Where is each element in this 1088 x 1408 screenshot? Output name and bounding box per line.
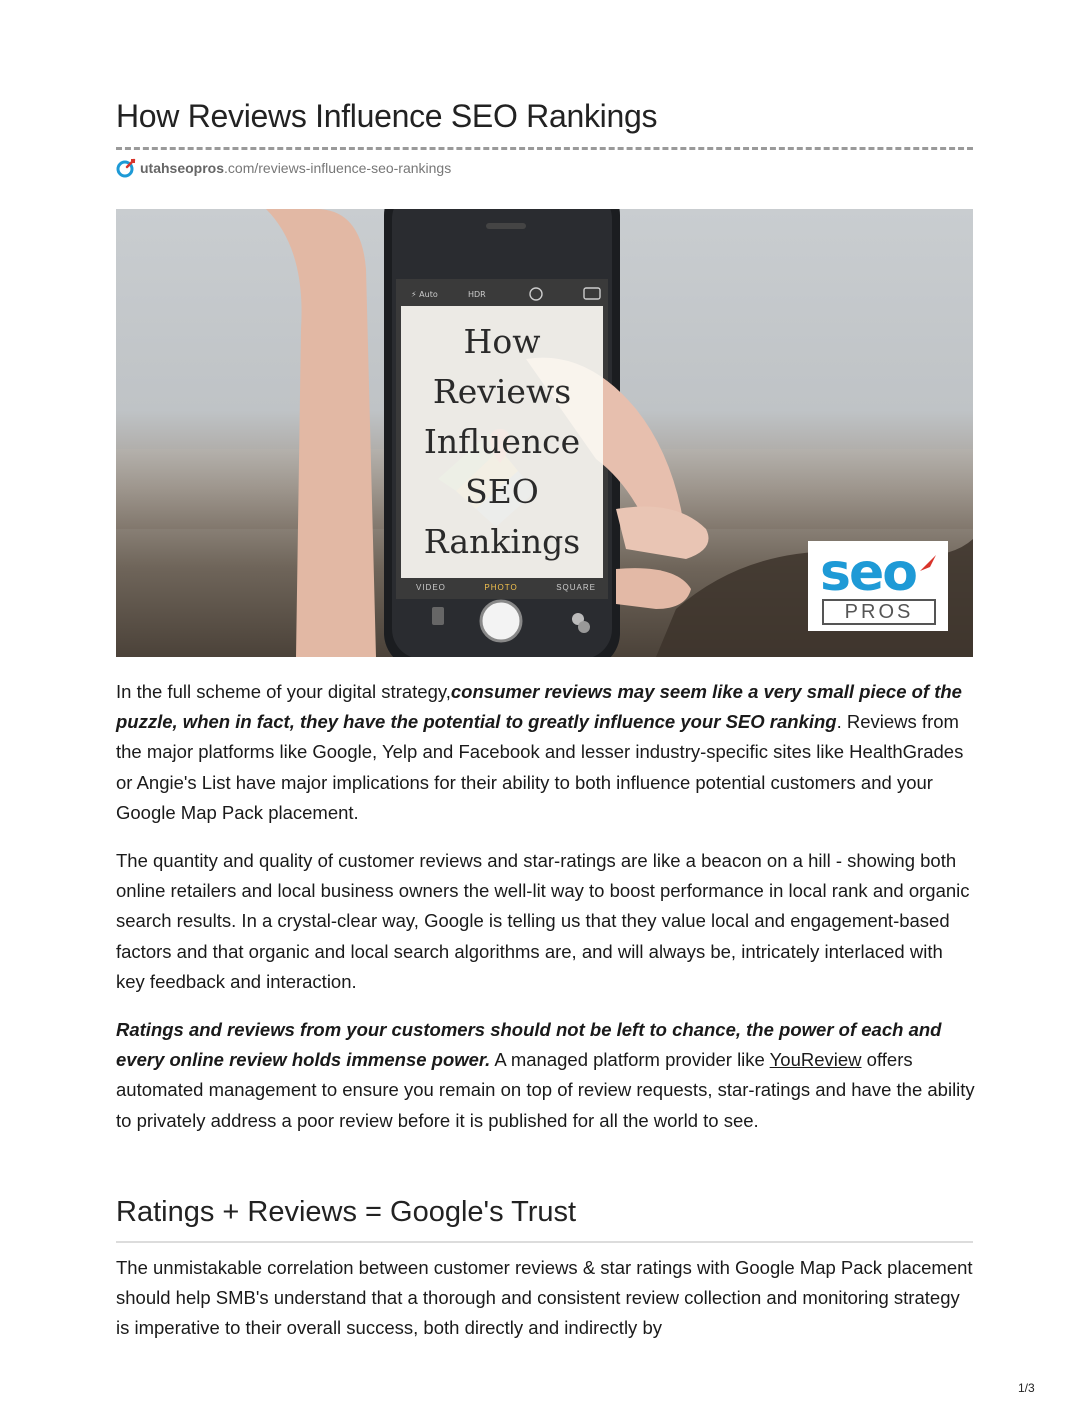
camera-mode: VIDEO [416,583,446,592]
section-divider [116,1241,973,1243]
seo-pros-icon [116,158,136,178]
page-title: How Reviews Influence SEO Rankings [116,98,658,134]
emphasis-text: Ratings and reviews from your customers should not be left to chance, the power of each and every online review holds immense power. [116,1019,942,1071]
page-number: 1/3 [1018,1381,1035,1395]
camera-modes [416,583,596,592]
overlay-line: Influence [423,422,581,461]
paragraph-text: . Reviews from the major platforms like Google, Yelp and Facebook and lesser industry-specific sites like HealthGrades or Angie's List have major implications for their ability to both influence potential customers and your Google Map Pack placement. [116,711,964,823]
emphasis-text: consumer reviews may seem like a very small piece of the puzzle, when in fact, they have the potential to greatly influence your SEO ranking [116,681,962,733]
source-path: .com/reviews-influence-seo-rankings [224,160,452,176]
flash-auto-label: ⚡ Auto [411,290,438,299]
compass-needle-icon [916,551,940,575]
logo-sub: PROS [822,599,936,625]
overlay-line: Rankings [423,522,581,561]
paragraph-ratings [116,1015,976,1136]
source-domain: utahseopros [140,160,225,176]
logo-word: seo [820,543,916,603]
source-link[interactable] [116,158,451,178]
hero-overlay-card [401,306,603,578]
paragraph-beacon: The quantity and quality of customer reviews and star-ratings are like a beacon on a hill - showing both online retailers and local business owners the well-lit way to boost performance in local rank and organic search results. In a crystal-clear way, Google is telling us that they value local and engagement-based factors and that organic and local search algorithms are, and will always be, intricately interlaced with key feedback and interaction. [116,850,970,992]
paragraph-correlation: The unmistakable correlation between customer reviews & star ratings with Google Map Pack placement should help SMB's understand that a thorough and consistent review collection and monitoring strategy is imperative to their overall success, both directly and indirectly by [116,1257,973,1339]
shutter-button [481,601,521,641]
hero-image [116,209,973,657]
title-divider [116,147,973,150]
overlay-line: Reviews [432,372,572,411]
hdr-label: HDR [468,290,486,299]
camera-mode: SQUARE [556,583,596,592]
camera-mode-active: PHOTO [484,583,518,592]
seo-pros-logo [808,541,948,631]
overlay-line: How [463,322,541,361]
overlay-line: SEO [465,472,539,511]
paragraph-text: In the full scheme of your digital strategy, [116,681,451,702]
youreview-link[interactable]: YouReview [769,1049,862,1071]
section-heading: Ratings + Reviews = Google's Trust [116,1196,577,1228]
paragraph-text: offers automated management to ensure you remain on top of review requests, star-ratings and have the ability to privately address a poor review before it is published for all the world to see. [116,1049,975,1131]
paragraph-text: A managed platform provider like [490,1049,770,1071]
paragraph-intro [116,677,976,828]
